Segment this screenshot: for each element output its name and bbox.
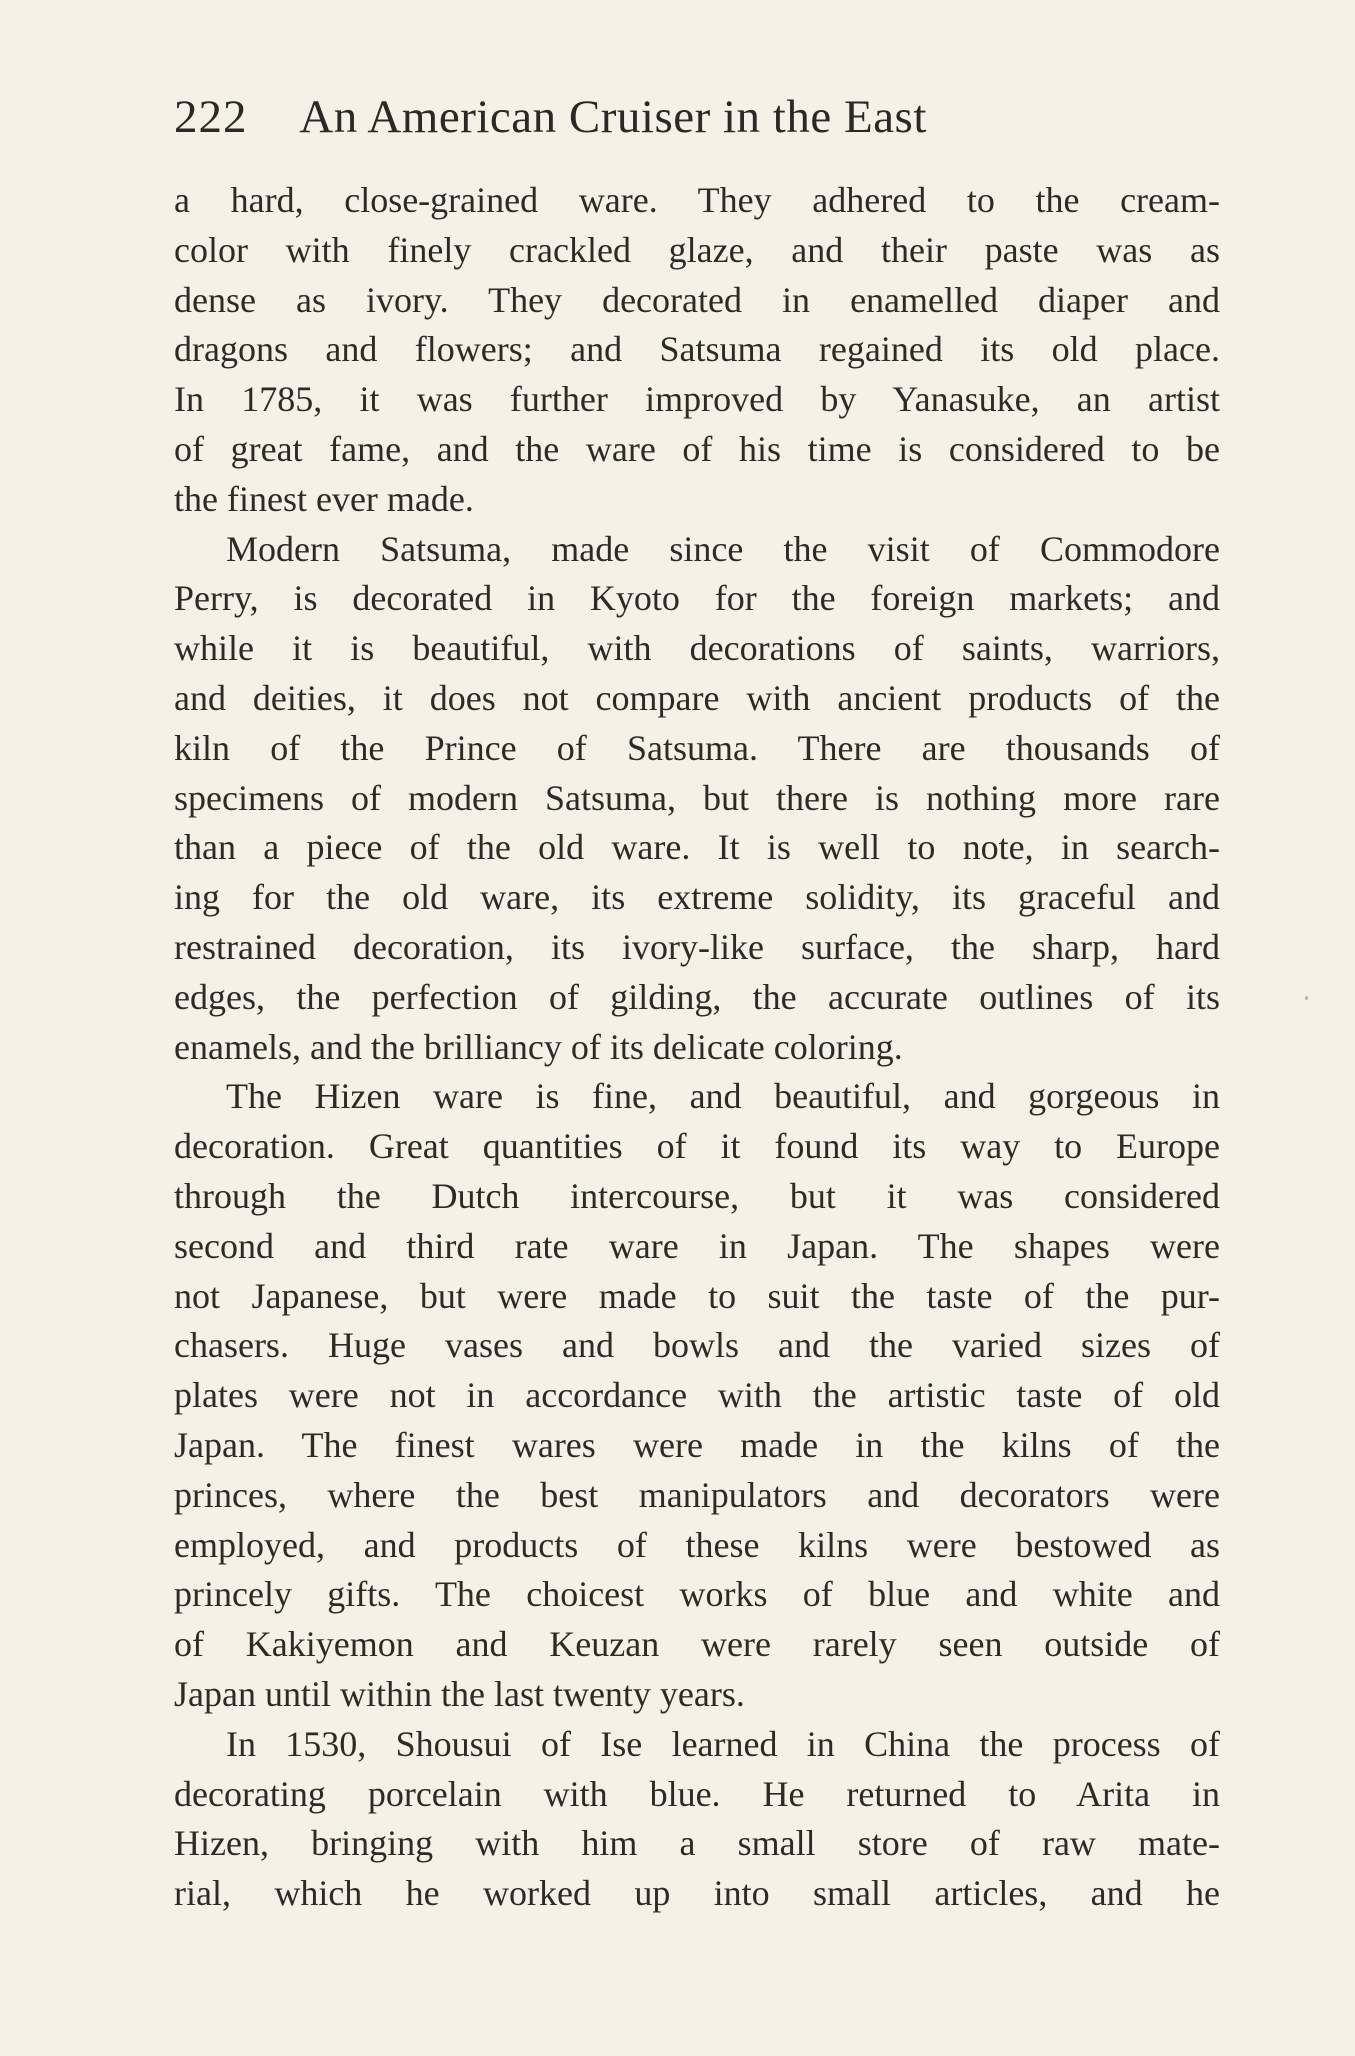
text-line: employed, and products of these kilns were bestowed as bbox=[174, 1524, 1220, 1565]
text-line: restrained decoration, its ivory-like surface, the sharp, hard bbox=[174, 926, 1220, 967]
text-line: enamels, and the brilliancy of its delicate coloring. bbox=[174, 1026, 903, 1067]
text-line: second and third rate ware in Japan. The shapes were bbox=[174, 1225, 1220, 1266]
text-line: princely gifts. The choicest works of blue and white and bbox=[174, 1574, 1220, 1615]
page-number: 222 bbox=[174, 91, 248, 143]
text-line: The Hizen ware is fine, and beautiful, and gorgeous in bbox=[226, 1076, 1220, 1117]
paragraph-hizen-ware bbox=[174, 1072, 1220, 1719]
text-line: chasers. Huge vases and bowls and the varied sizes of bbox=[174, 1325, 1220, 1366]
text-line: decoration. Great quantities of it found its way to Europe bbox=[174, 1126, 1220, 1167]
body-text bbox=[174, 176, 1220, 1919]
text-line: specimens of modern Satsuma, but there is nothing more rare bbox=[174, 777, 1220, 818]
text-line: not Japanese, but were made to suit the taste of the pur- bbox=[174, 1275, 1220, 1316]
text-line: plates were not in accordance with the artistic taste of old bbox=[174, 1375, 1220, 1416]
running-header bbox=[174, 82, 1174, 152]
text-line: and deities, it does not compare with ancient products of the bbox=[174, 677, 1220, 718]
text-line: princes, where the best manipulators and decorators were bbox=[174, 1474, 1220, 1515]
text-line: Hizen, bringing with him a small store of raw mate- bbox=[174, 1823, 1220, 1864]
text-line: of great fame, and the ware of his time is considered to be bbox=[174, 428, 1220, 469]
text-line: decorating porcelain with blue. He returned to Arita in bbox=[174, 1773, 1220, 1814]
text-line: rial, which he worked up into small articles, and he bbox=[174, 1873, 1220, 1914]
text-line: a hard, close-grained ware. They adhered to the cream- bbox=[174, 180, 1220, 220]
text-line: Modern Satsuma, made since the visit of Commodore bbox=[226, 528, 1220, 569]
text-line: while it is beautiful, with decorations of saints, warriors, bbox=[174, 628, 1220, 669]
text-line: In 1785, it was further improved by Yanasuke, an artist bbox=[174, 379, 1220, 420]
paragraph-modern-satsuma bbox=[174, 525, 1220, 1073]
text-line: than a piece of the old ware. It is well to note, in search- bbox=[174, 827, 1220, 868]
text-line: Perry, is decorated in Kyoto for the foreign markets; and bbox=[174, 578, 1220, 619]
text-line: dense as ivory. They decorated in enamelled diaper and bbox=[174, 279, 1220, 320]
text-line: Japan. The finest wares were made in the kilns of the bbox=[174, 1424, 1220, 1465]
paper-speck bbox=[1305, 996, 1308, 1000]
text-line: the finest ever made. bbox=[174, 478, 474, 519]
paragraph-satsuma-history bbox=[174, 176, 1220, 525]
text-line: Japan until within the last twenty years. bbox=[174, 1673, 745, 1714]
text-line: edges, the perfection of gilding, the accurate outlines of its bbox=[174, 976, 1220, 1017]
text-line: In 1530, Shousui of Ise learned in China the process of bbox=[226, 1723, 1220, 1764]
text-line: color with finely crackled glaze, and their paste was as bbox=[174, 229, 1220, 270]
paragraph-shousui bbox=[174, 1720, 1220, 1919]
running-title: An American Cruiser in the East bbox=[299, 91, 927, 143]
text-line: through the Dutch intercourse, but it was considered bbox=[174, 1175, 1220, 1216]
text-line: kiln of the Prince of Satsuma. There are thousands of bbox=[174, 727, 1220, 768]
text-line: dragons and flowers; and Satsuma regained its old place. bbox=[174, 329, 1220, 370]
text-line: of Kakiyemon and Keuzan were rarely seen outside of bbox=[174, 1624, 1220, 1665]
text-line: ing for the old ware, its extreme solidity, its graceful and bbox=[174, 877, 1220, 918]
